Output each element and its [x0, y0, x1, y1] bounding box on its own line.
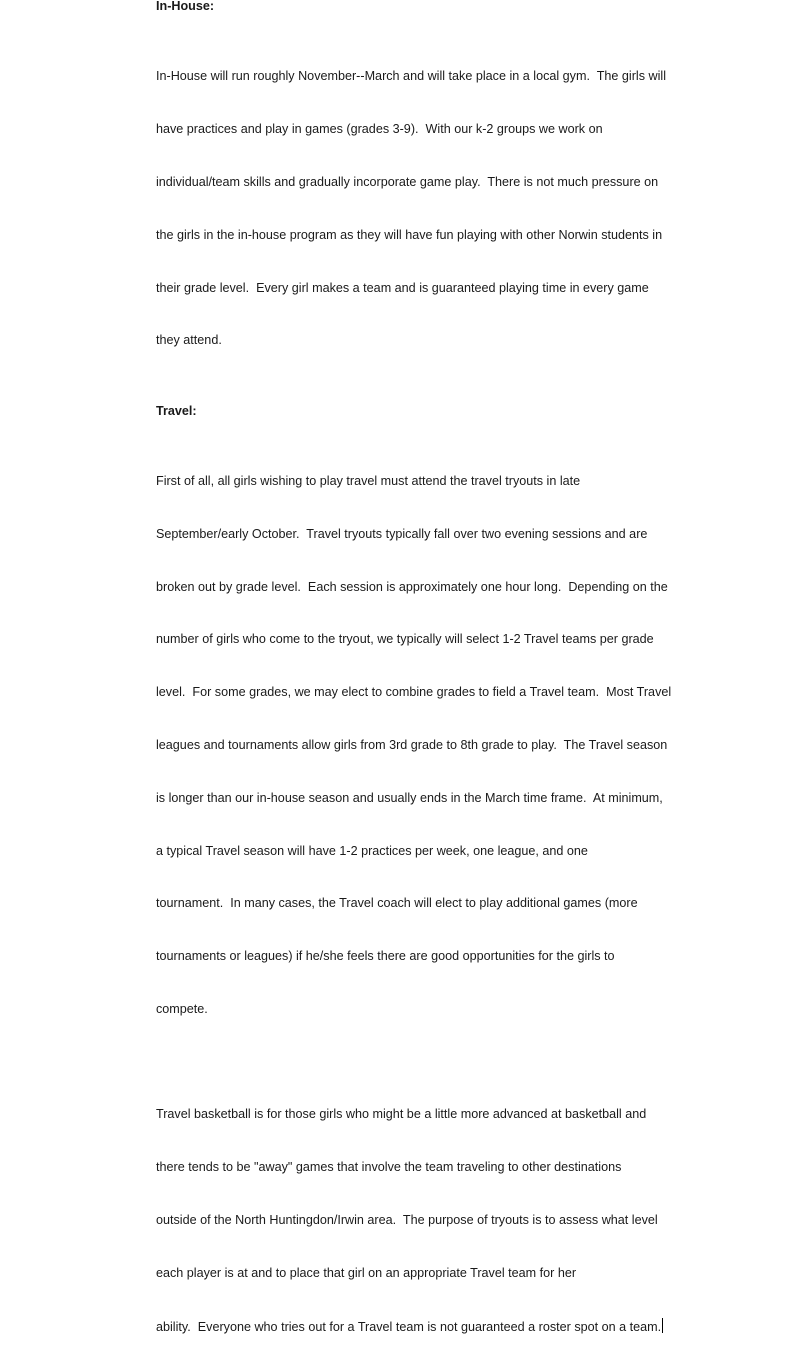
paragraph-line: they attend. — [156, 333, 222, 348]
travel-paragraph — [156, 438, 672, 1054]
paragraph-line: each player is at and to place that girl on an appropriate Travel team for her — [156, 1265, 577, 1280]
paragraph-line: tournament. In many cases, the Travel coach will elect to play additional games (more — [156, 896, 638, 911]
paragraph-line: broken out by grade level. Each session is approximately one hour long. Depending on the — [156, 579, 668, 594]
blank-line — [156, 1054, 646, 1072]
paragraph-line: Travel basketball is for those girls who might be a little more advanced at basketball and — [156, 1107, 647, 1122]
paragraph-line: number of girls who come to the tryout, we typically will select 1-2 Travel teams per grade — [156, 632, 654, 647]
paragraph-line: September/early October. Travel tryouts typically fall over two evening sessions and are — [156, 526, 648, 541]
paragraph-line: tournaments or leagues) if he/she feels there are good opportunities for the girls to — [156, 949, 615, 964]
document-page[interactable] — [156, 0, 672, 1370]
travel-heading: Travel: — [156, 403, 197, 418]
paragraph-line: leagues and tournaments allow girls from 3rd grade to 8th grade to play. The Travel season — [156, 737, 668, 752]
text-caret — [662, 1318, 663, 1333]
paragraph-line: individual/team skills and gradually incorporate game play. There is not much pressure on — [156, 174, 659, 189]
inhouse-heading: In-House: — [156, 0, 215, 13]
paragraph-line: the girls in the in-house program as they will have fun playing with other Norwin students in — [156, 227, 663, 242]
blank-line — [156, 420, 646, 438]
paragraph-line-with-caret — [156, 1318, 662, 1336]
travel-purpose-paragraph — [156, 1071, 662, 1370]
paragraph-line: their grade level. Every girl makes a team and is guaranteed playing time in every game — [156, 280, 649, 295]
paragraph-line: have practices and play in games (grades 3-9). With our k-2 groups we work on — [156, 122, 603, 137]
paragraph-line: level. For some grades, we may elect to combine grades to field a Travel team. Most Travel — [156, 685, 672, 700]
paragraph-line: there tends to be "away" games that involve the team traveling to other destinations — [156, 1160, 622, 1175]
paragraph-line: is longer than our in-house season and usually ends in the March time frame. At minimum, — [156, 790, 663, 805]
paragraph-line: In-House will run roughly November--March and will take place in a local gym. The girls will — [156, 69, 667, 84]
paragraph-line: outside of the North Huntingdon/Irwin area. The purpose of tryouts is to assess what level — [156, 1212, 658, 1227]
paragraph-line: ability. Everyone who tries out for a Travel team is not guaranteed a roster spot on a team. — [156, 1319, 662, 1334]
blank-line — [156, 16, 646, 34]
paragraph-line: a typical Travel season will have 1-2 practices per week, one league, and one — [156, 843, 588, 858]
inhouse-paragraph — [156, 33, 667, 385]
blank-line — [156, 385, 646, 403]
paragraph-line: compete. — [156, 1001, 208, 1016]
paragraph-line: First of all, all girls wishing to play travel must attend the travel tryouts in late — [156, 474, 581, 489]
